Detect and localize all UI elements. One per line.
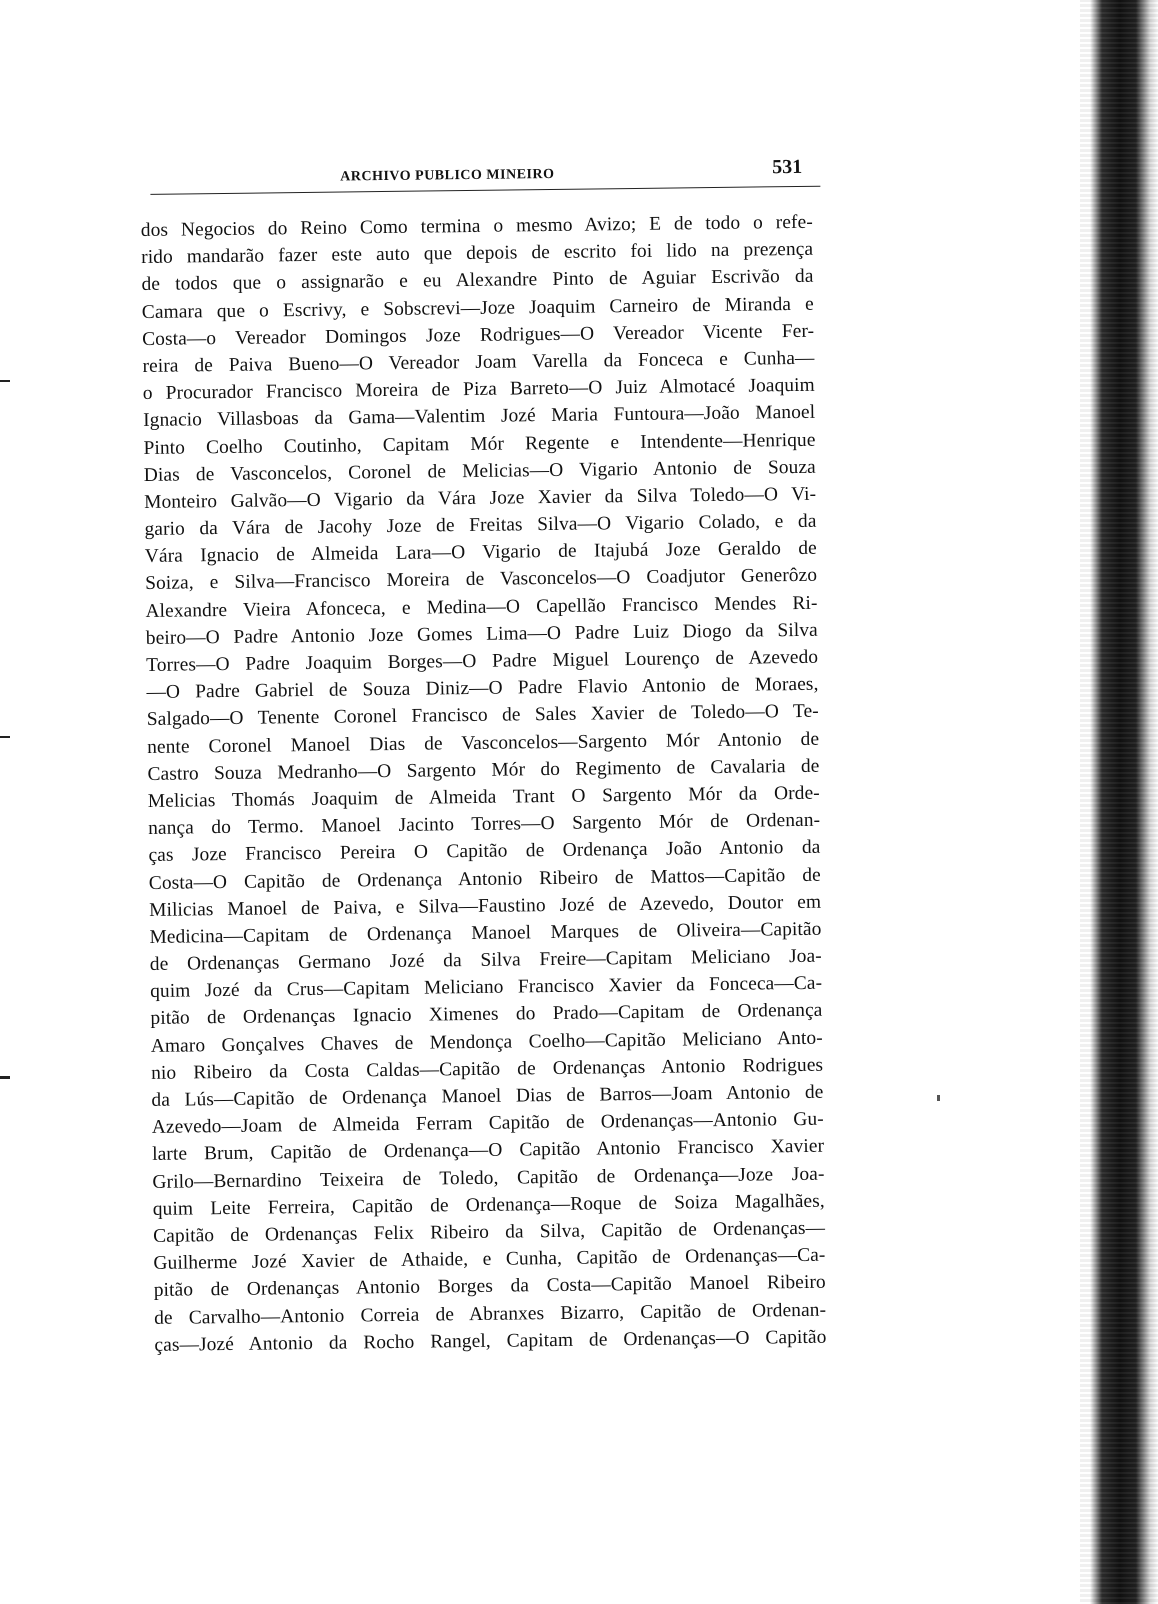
text-line: gario da Vára de Jacohy Joze de Freitas Silva—O Vigario Colado, e da (144, 510, 817, 541)
text-line: quim Jozé da Crus—Capitam Meliciano Francisco Xavier da Fonceca—Ca- (150, 972, 823, 1003)
page-number: 531 (772, 155, 803, 179)
running-head-title: ARCHIVO PUBLICO MINEIRO (340, 166, 555, 185)
text-line: nança do Termo. Manoel Jacinto Torres—O Sargento Mór de Ordenan- (148, 809, 821, 840)
text-line: pitão de Ordenanças Ignacio Ximenes do Prado—Capitam de Ordenança (150, 1000, 823, 1030)
text-line: Alexandre Vieira Afonceca, e Medina—O Capellão Francisco Mendes Ri- (145, 592, 818, 622)
text-line: nio Ribeiro da Costa Caldas—Capitão de Ordenanças Antonio Rodrigues (151, 1054, 824, 1084)
scan-speckle (1080, 0, 1158, 1604)
text-line: Dias de Vasconcelos, Coronel de Melicias—O Vigario Antonio de Souza (143, 456, 816, 486)
text-line: nente Coronel Manoel Dias de Vasconcelos—Sargento Mór Antonio de (147, 728, 820, 758)
text-line: Melicias Thomás Joaquim de Almeida Trant O Sargento Mór da Orde- (147, 782, 820, 812)
margin-mark (0, 1076, 10, 1079)
text-line: rido mandarão fazer este auto que depois de escrito foi lido na prezença (141, 238, 814, 269)
text-line: o Procurador Francisco Moreira de Piza Barreto—O Juiz Almotacé Joaquim (142, 374, 815, 405)
text-line: de todos que o assignarão e eu Alexandre Pinto de Aguiar Escrivão da (141, 266, 814, 296)
text-line: ças Joze Francisco Pereira O Capitão de Ordenança João Antonio da (148, 837, 821, 867)
text-line: Medicina—Capitam de Ordenança Manoel Marques de Oliveira—Capitão (149, 918, 822, 948)
text-line: Amaro Gonçalves Chaves de Mendonça Coelho—Capitão Meliciano Anto- (150, 1027, 823, 1057)
text-line: de Ordenanças Germano Jozé da Silva Freire—Capitam Meliciano Joa- (149, 945, 822, 976)
text-line: Castro Souza Medranho—O Sargento Mór do Regimento de Cavalaria de (147, 755, 820, 785)
text-line: Capitão de Ordenanças Felix Ribeiro da Silva, Capitão de Ordenanças— (153, 1217, 826, 1247)
text-line: de Carvalho—Antonio Correia de Abranxes Bizarro, Capitão de Ordenan- (154, 1299, 827, 1329)
margin-mark (0, 736, 10, 738)
text-line: Ignacio Villasboas da Gama—Valentim Jozé Maria Funtoura—João Manoel (143, 402, 816, 432)
text-line: Grilo—Bernardino Teixeira de Toledo, Capitão de Ordenança—Joze Joa- (152, 1163, 825, 1193)
text-line: Torres—O Padre Joaquim Borges—O Padre Miguel Lourenço de Azevedo (146, 646, 819, 676)
text-line: Soiza, e Silva—Francisco Moreira de Vasconcelos—O Coadjutor Generôzo (145, 565, 818, 595)
text-line: Milicias Manoel de Paiva, e Silva—Faustino Jozé de Azevedo, Doutor em (149, 891, 822, 921)
text-line: Costa—o Vereador Domingos Joze Rodrigues—O Vereador Vicente Fer- (142, 320, 815, 350)
running-head (150, 152, 820, 195)
text-line: Azevedo—Joam de Almeida Ferram Capitão de Ordenanças—Antonio Gu- (151, 1108, 824, 1139)
text-line: Costa—O Capitão de Ordenança Antonio Ribeiro de Mattos—Capitão de (148, 864, 821, 894)
text-line: pitão de Ordenanças Antonio Borges da Costa—Capitão Manoel Ribeiro (153, 1272, 826, 1302)
stray-dot (937, 1095, 940, 1101)
text-line: Guilherme Jozé Xavier de Athaide, e Cunha, Capitão de Ordenanças—Ca- (153, 1244, 826, 1275)
text-line: —O Padre Gabriel de Souza Diniz—O Padre Flavio Antonio de Moraes, (146, 673, 819, 704)
text-line: Monteiro Galvão—O Vigario da Vára Joze Xavier da Silva Toledo—O Vi- (144, 483, 817, 513)
text-line: Vára Ignacio de Almeida Lara—O Vigario de Itajubá Joze Geraldo de (144, 538, 817, 568)
margin-mark (0, 380, 10, 382)
document-page (140, 152, 845, 1359)
text-line: da Lús—Capitão de Ordenança Manoel Dias de Barros—Joam Antonio de (151, 1081, 824, 1111)
body-text (141, 209, 827, 1359)
text-line: ças—Jozé Antonio da Rocho Rangel, Capitam de Ordenanças—O Capitão (154, 1326, 827, 1356)
text-line: Pinto Coelho Coutinho, Capitam Mór Regente e Intendente—Henrique (143, 429, 816, 459)
text-line: beiro—O Padre Antonio Joze Gomes Lima—O Padre Luiz Diogo da Silva (145, 619, 818, 649)
text-line: Camara que o Escrivy, e Sobscrevi—Joze Joaquim Carneiro de Miranda e (141, 293, 814, 323)
text-line: larte Brum, Capitão de Ordenança—O Capitão Antonio Francisco Xavier (152, 1136, 825, 1166)
text-line: reira de Paiva Bueno—O Vereador Joam Varella da Fonceca e Cunha— (142, 347, 815, 377)
text-line: Salgado—O Tenente Coronel Francisco de Sales Xavier de Toledo—O Te- (146, 701, 819, 731)
text-line: dos Negocios do Reino Como termina o mesmo Avizo; E de todo o refe- (140, 211, 813, 241)
text-line: quim Leite Ferreira, Capitão de Ordenança—Roque de Soiza Magalhães, (152, 1190, 825, 1220)
